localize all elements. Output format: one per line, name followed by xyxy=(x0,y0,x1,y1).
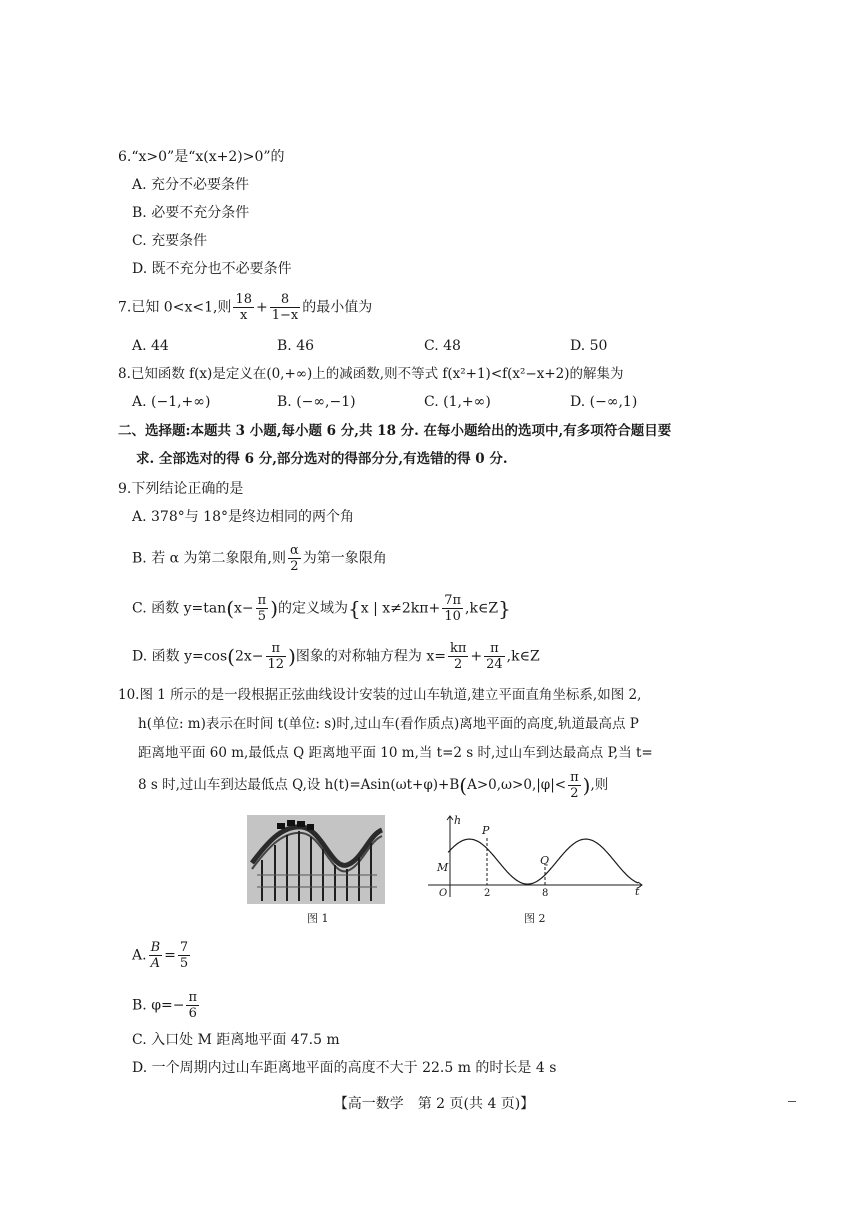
corner-mark xyxy=(788,1101,796,1102)
q9-d-paren-close: ) xyxy=(288,644,296,669)
q9-c-brace-close: } xyxy=(498,596,511,621)
p-point-label: P xyxy=(482,824,490,837)
q6-option-a: A. 充分不必要条件 xyxy=(132,177,250,193)
m-point-label: M xyxy=(437,861,449,874)
page-footer: 【高一数学 第 2 页(共 4 页)】 xyxy=(333,1096,535,1112)
roller-coaster-photo xyxy=(247,815,385,904)
q10-condition: A>0,ω>0,|φ|< xyxy=(467,777,567,793)
q9-d-den3: 24 xyxy=(486,657,503,672)
q9-c-den2: 10 xyxy=(444,609,461,624)
q7-option-a: A. 44 xyxy=(132,338,169,354)
q7-plus: + xyxy=(255,299,268,316)
q6-option-b: B. 必要不充分条件 xyxy=(132,205,250,221)
q9-d-den2: 2 xyxy=(454,657,463,672)
q9-d-fraction-2 xyxy=(448,641,468,672)
q7-fraction-1 xyxy=(233,292,254,323)
q9-c-set: x | x≠2kπ+ xyxy=(360,600,441,617)
q9-c-den: 5 xyxy=(257,609,267,624)
q7-frac1-den: x xyxy=(240,308,248,323)
q9-d-plus: + xyxy=(470,648,483,665)
q9-c-set-post: ,k∈Z xyxy=(465,600,499,617)
q6-option-d: D. 既不充分也不必要条件 xyxy=(132,261,292,277)
q10-option-c: C. 入口处 M 距离地平面 47.5 m xyxy=(132,1032,340,1048)
q10-cond-num: π xyxy=(570,770,579,785)
q9-b-prefix: B. 若 α 为第二象限角,则 xyxy=(132,550,286,567)
tick-label-8: 8 xyxy=(542,888,549,897)
q10-b-fraction xyxy=(186,990,199,1021)
section2-instructions-line2: 求. 全部选对的得 6 分,部分选对的得部分分,有选错的得 0 分. xyxy=(136,451,508,467)
q9-option-a: A. 378°与 18°是终边相同的两个角 xyxy=(132,509,354,525)
q9-d-paren-open: ( xyxy=(227,644,235,669)
q6-option-c: C. 充要条件 xyxy=(132,233,208,249)
q10-condition-fraction xyxy=(568,770,581,801)
q10-line3: 距离地平面 60 m,最低点 Q 距离地平面 10 m,当 t=2 s 时,过山车到达最高点 P,当 t= xyxy=(138,745,653,761)
q10-option-b xyxy=(132,990,201,1021)
q9-d-num3: π xyxy=(484,641,505,657)
q10-line2: h(单位: m)表示在时间 t(单位: s)时,过山车(看作质点)离地平面的高度,轨道最高点 P xyxy=(138,716,639,732)
q10-b-prefix: B. φ=− xyxy=(132,997,185,1014)
figure2-caption: 图 2 xyxy=(524,912,546,925)
q7-option-b: B. 46 xyxy=(277,338,315,354)
q10-a-den2: 5 xyxy=(179,956,189,971)
q8-option-b: B. (−∞,−1) xyxy=(277,394,356,410)
q8-option-c: C. (1,+∞) xyxy=(424,394,491,410)
q9-d-suffix: ,k∈Z xyxy=(506,648,540,665)
q-point-label: Q xyxy=(540,854,550,867)
q10-paren-open: ( xyxy=(459,773,468,798)
q9-d-den: 12 xyxy=(267,657,285,672)
q10-paren-close: ) xyxy=(582,773,591,798)
q9-d-prefix: D. 函数 y=cos xyxy=(132,648,228,665)
q7-frac2-den: 1−x xyxy=(271,308,299,323)
q9-stem: 9.下列结论正确的是 xyxy=(118,481,244,497)
q10-a-num2: 7 xyxy=(179,940,189,955)
q7-option-c: C. 48 xyxy=(424,338,461,354)
q8-stem: 8.已知函数 f(x)是定义在(0,+∞)上的减函数,则不等式 f(x²+1)<f(x²−x+2)的解集为 xyxy=(118,366,624,382)
q10-b-num: π xyxy=(188,990,197,1005)
q9-c-num2: 7π xyxy=(444,593,462,608)
q8-option-a: A. (−1,+∞) xyxy=(132,394,211,410)
q10-option-a xyxy=(132,940,192,971)
roller-coaster-illustration xyxy=(247,815,385,904)
q10-a-num: B xyxy=(150,940,161,955)
q9-c-arg: x− xyxy=(234,600,254,617)
q10-a-eq: = xyxy=(164,947,176,964)
q9-c-num: π xyxy=(257,593,267,608)
q9-c-prefix: C. 函数 y=tan xyxy=(132,600,227,617)
h-axis-label: h xyxy=(454,814,462,827)
q9-d-fraction xyxy=(266,641,287,672)
q10-a-fraction-2 xyxy=(178,940,190,971)
q9-c-paren-open: ( xyxy=(226,596,235,621)
q9-option-b xyxy=(132,543,387,574)
q10-b-den: 6 xyxy=(188,1006,197,1021)
q7-suffix: 的最小值为 xyxy=(302,299,373,316)
q9-b-den: 2 xyxy=(290,559,299,574)
q10-a-den: A xyxy=(150,956,161,971)
sine-graph xyxy=(420,812,650,897)
q9-option-d xyxy=(132,641,540,672)
figure1-caption: 图 1 xyxy=(307,912,329,925)
q7-stem xyxy=(118,292,372,323)
q7-frac2-num: 8 xyxy=(270,292,301,308)
q10-option-d: D. 一个周期内过山车距离地平面的高度不大于 22.5 m 的时长是 4 s xyxy=(132,1060,557,1076)
section2-instructions-line1: 二、选择题:本题共 3 小题,每小题 6 分,共 18 分. 在每小题给出的选项中,有多项符合题目要 xyxy=(118,423,672,439)
q7-frac1-num: 18 xyxy=(235,292,252,307)
tick-label-2: 2 xyxy=(484,888,491,897)
q9-c-fraction-2 xyxy=(442,593,463,624)
q9-c-brace-open: { xyxy=(348,596,361,621)
q9-d-arg: 2x− xyxy=(234,648,264,665)
q9-c-paren-close: ) xyxy=(270,596,279,621)
q9-b-num: α xyxy=(290,543,299,558)
q10-line4-prefix: 8 s 时,过山车到达最低点 Q,设 h(t)=Asin(ωt+φ)+B xyxy=(138,777,460,793)
q9-b-suffix: 为第一象限角 xyxy=(302,550,387,567)
q10-a-fraction xyxy=(149,940,163,971)
q7-fraction-2 xyxy=(270,292,301,323)
q10-line4-suffix: ,则 xyxy=(590,777,609,793)
q9-option-c xyxy=(132,593,511,624)
q9-b-fraction xyxy=(288,543,301,574)
q9-d-num2: kπ xyxy=(449,641,467,656)
q10-line4 xyxy=(138,770,608,801)
q7-prefix: 7.已知 0<x<1,则 xyxy=(118,299,232,316)
q9-c-fraction xyxy=(256,593,269,624)
q9-d-num: π xyxy=(266,641,287,657)
t-axis-label: t xyxy=(635,885,640,897)
q8-option-d: D. (−∞,1) xyxy=(570,394,638,410)
q10-cond-den: 2 xyxy=(570,786,579,801)
q6-stem: 6.“x>0”是“x(x+2)>0”的 xyxy=(118,149,285,165)
q10-a-prefix: A. xyxy=(132,947,147,964)
q9-d-mid: 图象的对称轴方程为 x= xyxy=(295,648,446,665)
q9-d-fraction-3 xyxy=(484,641,505,672)
q9-c-mid: 的定义域为 xyxy=(278,600,349,617)
q10-line1: 10.图 1 所示的是一段根据正弦曲线设计安装的过山车轨道,建立平面直角坐标系,如图 2, xyxy=(118,687,642,703)
q7-option-d: D. 50 xyxy=(570,338,608,354)
origin-label: O xyxy=(439,888,448,897)
